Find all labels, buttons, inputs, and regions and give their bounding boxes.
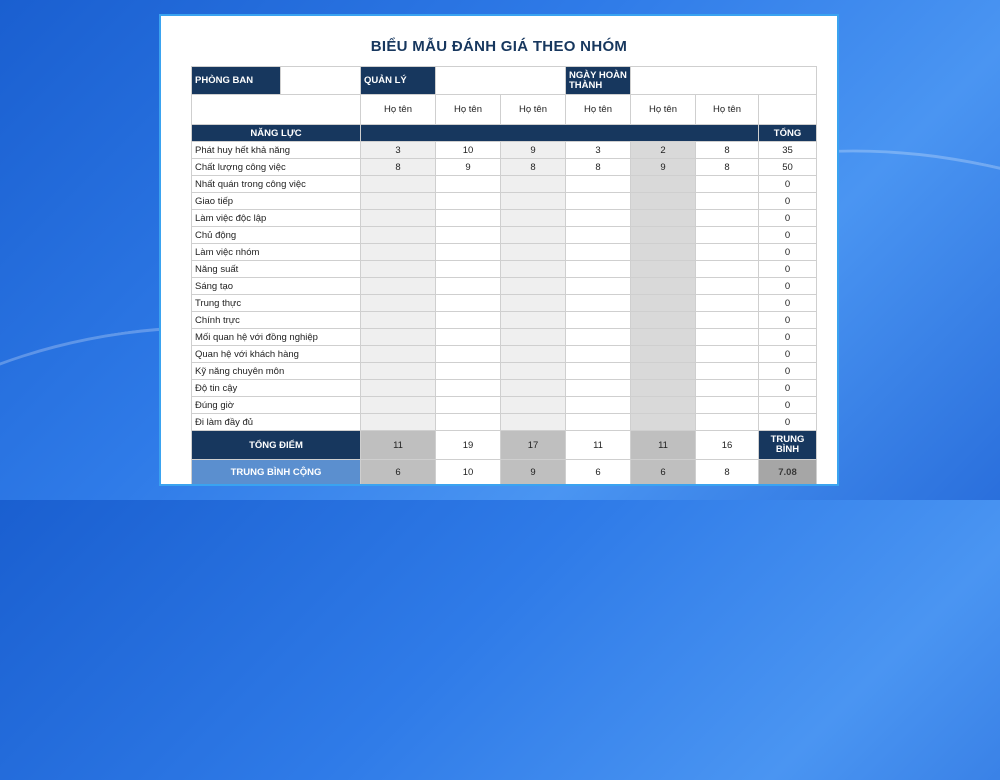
score-cell[interactable] [631, 295, 696, 312]
score-cell[interactable]: 10 [436, 142, 501, 159]
score-cell[interactable] [696, 244, 759, 261]
score-cell[interactable] [361, 261, 436, 278]
score-cell[interactable] [631, 363, 696, 380]
completion-date-value-cell[interactable] [631, 67, 817, 95]
name-header-3: Họ tên [501, 95, 566, 125]
total-score-4: 11 [566, 431, 631, 460]
score-cell[interactable]: 8 [501, 159, 566, 176]
total-column-label: TỔNG [759, 125, 817, 142]
competency-row [192, 227, 817, 244]
mean-score-2: 10 [436, 460, 501, 486]
row-total: 0 [759, 278, 817, 295]
competency-label: Đúng giờ [192, 397, 361, 414]
header-row [192, 67, 817, 95]
evaluation-sheet [159, 14, 839, 486]
row-total: 0 [759, 397, 817, 414]
score-cell[interactable] [631, 414, 696, 431]
score-cell[interactable] [696, 176, 759, 193]
score-cell[interactable] [361, 380, 436, 397]
score-cell[interactable] [566, 244, 631, 261]
competency-row [192, 261, 817, 278]
manager-value-cell[interactable] [436, 67, 566, 95]
competency-label: Giao tiếp [192, 193, 361, 210]
score-cell[interactable] [566, 414, 631, 431]
total-score-label: TỔNG ĐIỂM [192, 431, 361, 460]
mean-score-1: 6 [361, 460, 436, 486]
score-cell[interactable]: 8 [566, 159, 631, 176]
score-cell[interactable] [436, 176, 501, 193]
score-cell[interactable] [696, 295, 759, 312]
competency-row [192, 159, 817, 176]
score-cell[interactable] [361, 227, 436, 244]
score-cell[interactable] [361, 312, 436, 329]
score-cell[interactable]: 3 [566, 142, 631, 159]
name-header-6: Họ tên [696, 95, 759, 125]
competency-label: Trung thực [192, 295, 361, 312]
row-total: 0 [759, 295, 817, 312]
score-cell[interactable] [361, 295, 436, 312]
section-row [192, 125, 817, 142]
score-cell[interactable] [501, 346, 566, 363]
score-cell[interactable] [436, 312, 501, 329]
row-total: 0 [759, 193, 817, 210]
row-total: 0 [759, 414, 817, 431]
score-cell[interactable] [631, 346, 696, 363]
competency-row [192, 142, 817, 159]
score-cell[interactable] [696, 397, 759, 414]
competency-row [192, 278, 817, 295]
score-cell[interactable] [436, 210, 501, 227]
score-cell[interactable] [566, 363, 631, 380]
score-cell[interactable] [501, 397, 566, 414]
score-cell[interactable] [696, 227, 759, 244]
score-cell[interactable] [436, 227, 501, 244]
row-total: 50 [759, 159, 817, 176]
score-cell[interactable]: 8 [696, 142, 759, 159]
manager-label: QUẢN LÝ [361, 67, 436, 95]
competency-label: Chủ động [192, 227, 361, 244]
score-cell[interactable] [696, 414, 759, 431]
score-cell[interactable] [436, 363, 501, 380]
score-cell[interactable] [361, 346, 436, 363]
score-cell[interactable]: 9 [631, 159, 696, 176]
score-cell[interactable] [566, 261, 631, 278]
competency-section-label: NĂNG LỰC [192, 125, 361, 142]
competency-label: Đi làm đầy đủ [192, 414, 361, 431]
score-cell[interactable] [696, 346, 759, 363]
row-total: 0 [759, 312, 817, 329]
score-cell[interactable] [631, 176, 696, 193]
score-cell[interactable]: 9 [501, 142, 566, 159]
score-cell[interactable] [631, 193, 696, 210]
mean-score-4: 6 [566, 460, 631, 486]
score-cell[interactable] [361, 210, 436, 227]
row-total: 0 [759, 380, 817, 397]
score-cell[interactable] [631, 244, 696, 261]
score-cell[interactable] [631, 227, 696, 244]
score-cell[interactable] [631, 278, 696, 295]
score-cell[interactable] [436, 244, 501, 261]
score-cell[interactable] [566, 210, 631, 227]
score-cell[interactable] [631, 210, 696, 227]
score-cell[interactable] [696, 193, 759, 210]
score-cell[interactable] [436, 295, 501, 312]
name-header-5: Họ tên [631, 95, 696, 125]
score-cell[interactable] [566, 295, 631, 312]
mean-score-3: 9 [501, 460, 566, 486]
score-cell[interactable] [696, 363, 759, 380]
score-cell[interactable] [696, 210, 759, 227]
competency-label: Độ tin cậy [192, 380, 361, 397]
mean-score-5: 6 [631, 460, 696, 486]
competency-row [192, 244, 817, 261]
score-cell[interactable]: 8 [361, 159, 436, 176]
score-cell[interactable] [436, 278, 501, 295]
score-cell[interactable] [566, 380, 631, 397]
score-cell[interactable] [436, 193, 501, 210]
competency-label: Quan hệ với khách hàng [192, 346, 361, 363]
department-value-cell[interactable] [281, 67, 361, 95]
row-total: 0 [759, 210, 817, 227]
score-cell[interactable] [436, 261, 501, 278]
score-cell[interactable] [696, 278, 759, 295]
competency-row [192, 312, 817, 329]
score-cell[interactable] [361, 278, 436, 295]
competency-row [192, 397, 817, 414]
score-cell[interactable] [631, 312, 696, 329]
score-cell[interactable] [696, 261, 759, 278]
score-cell[interactable] [501, 261, 566, 278]
total-score-5: 11 [631, 431, 696, 460]
row-total: 0 [759, 261, 817, 278]
score-cell[interactable] [361, 397, 436, 414]
competency-row [192, 193, 817, 210]
score-cell[interactable] [566, 397, 631, 414]
name-header-2: Họ tên [436, 95, 501, 125]
score-cell[interactable] [631, 261, 696, 278]
score-cell[interactable] [361, 176, 436, 193]
total-score-6: 16 [696, 431, 759, 460]
score-cell[interactable] [501, 329, 566, 346]
names-row-total-blank [759, 95, 817, 125]
score-cell[interactable] [501, 414, 566, 431]
names-row-blank [192, 95, 361, 125]
score-cell[interactable] [361, 414, 436, 431]
competency-row [192, 210, 817, 227]
score-cell[interactable] [566, 227, 631, 244]
score-cell[interactable] [501, 363, 566, 380]
competency-label: Kỹ năng chuyên môn [192, 363, 361, 380]
department-label: PHÒNG BAN [192, 67, 281, 95]
score-cell[interactable] [361, 193, 436, 210]
score-cell[interactable] [566, 329, 631, 346]
score-cell[interactable] [501, 244, 566, 261]
competency-label: Phát huy hết khả năng [192, 142, 361, 159]
score-cell[interactable] [501, 176, 566, 193]
score-cell[interactable]: 9 [436, 159, 501, 176]
score-cell[interactable] [436, 346, 501, 363]
competency-row [192, 346, 817, 363]
score-cell[interactable] [566, 312, 631, 329]
total-score-2: 19 [436, 431, 501, 460]
total-score-3: 17 [501, 431, 566, 460]
score-cell[interactable] [361, 363, 436, 380]
competency-label: Làm việc nhóm [192, 244, 361, 261]
score-cell[interactable] [696, 380, 759, 397]
competency-row [192, 176, 817, 193]
competency-row [192, 363, 817, 380]
score-cell[interactable] [501, 193, 566, 210]
score-cell[interactable] [501, 227, 566, 244]
score-cell[interactable] [436, 397, 501, 414]
score-cell[interactable] [361, 329, 436, 346]
mean-row [192, 460, 817, 486]
score-cell[interactable] [631, 329, 696, 346]
competency-label: Năng suất [192, 261, 361, 278]
row-total: 0 [759, 176, 817, 193]
competency-label: Làm việc độc lập [192, 210, 361, 227]
names-row [192, 95, 817, 125]
row-total: 0 [759, 346, 817, 363]
name-header-1: Họ tên [361, 95, 436, 125]
competency-label: Mối quan hệ với đồng nghiệp [192, 329, 361, 346]
completion-date-label: NGÀY HOÀN THÀNH [566, 67, 631, 95]
score-cell[interactable] [566, 193, 631, 210]
score-cell[interactable] [566, 176, 631, 193]
score-cell[interactable] [501, 380, 566, 397]
score-cell[interactable] [501, 312, 566, 329]
score-cell[interactable] [501, 278, 566, 295]
score-cell[interactable]: 3 [361, 142, 436, 159]
score-cell[interactable] [696, 312, 759, 329]
average-label: TRUNG BÌNH [759, 431, 817, 460]
row-total: 35 [759, 142, 817, 159]
score-cell[interactable] [361, 244, 436, 261]
competency-row [192, 414, 817, 431]
score-cell[interactable]: 2 [631, 142, 696, 159]
competency-row [192, 295, 817, 312]
score-cell[interactable] [696, 329, 759, 346]
score-cell[interactable] [631, 397, 696, 414]
score-cell[interactable] [631, 380, 696, 397]
score-cell[interactable] [566, 346, 631, 363]
score-cell[interactable] [436, 380, 501, 397]
row-total: 0 [759, 329, 817, 346]
total-score-row [192, 431, 817, 460]
section-bar [361, 125, 759, 142]
competency-label: Nhất quán trong công việc [192, 176, 361, 193]
score-cell[interactable] [436, 329, 501, 346]
competency-label: Chính trực [192, 312, 361, 329]
score-cell[interactable] [501, 210, 566, 227]
form-title: BIỂU MẪU ĐÁNH GIÁ THEO NHÓM [370, 38, 628, 55]
name-header-4: Họ tên [566, 95, 631, 125]
mean-label: TRUNG BÌNH CỘNG [192, 460, 361, 486]
competency-label: Sáng tạo [192, 278, 361, 295]
score-cell[interactable]: 8 [696, 159, 759, 176]
overall-average-value: 7.08 [759, 460, 817, 486]
total-score-1: 11 [361, 431, 436, 460]
score-cell[interactable] [501, 295, 566, 312]
mean-score-6: 8 [696, 460, 759, 486]
evaluation-table [191, 66, 817, 486]
competency-label: Chất lượng công việc [192, 159, 361, 176]
row-total: 0 [759, 227, 817, 244]
competency-row [192, 329, 817, 346]
score-cell[interactable] [566, 278, 631, 295]
row-total: 0 [759, 363, 817, 380]
score-cell[interactable] [436, 414, 501, 431]
row-total: 0 [759, 244, 817, 261]
competency-row [192, 380, 817, 397]
